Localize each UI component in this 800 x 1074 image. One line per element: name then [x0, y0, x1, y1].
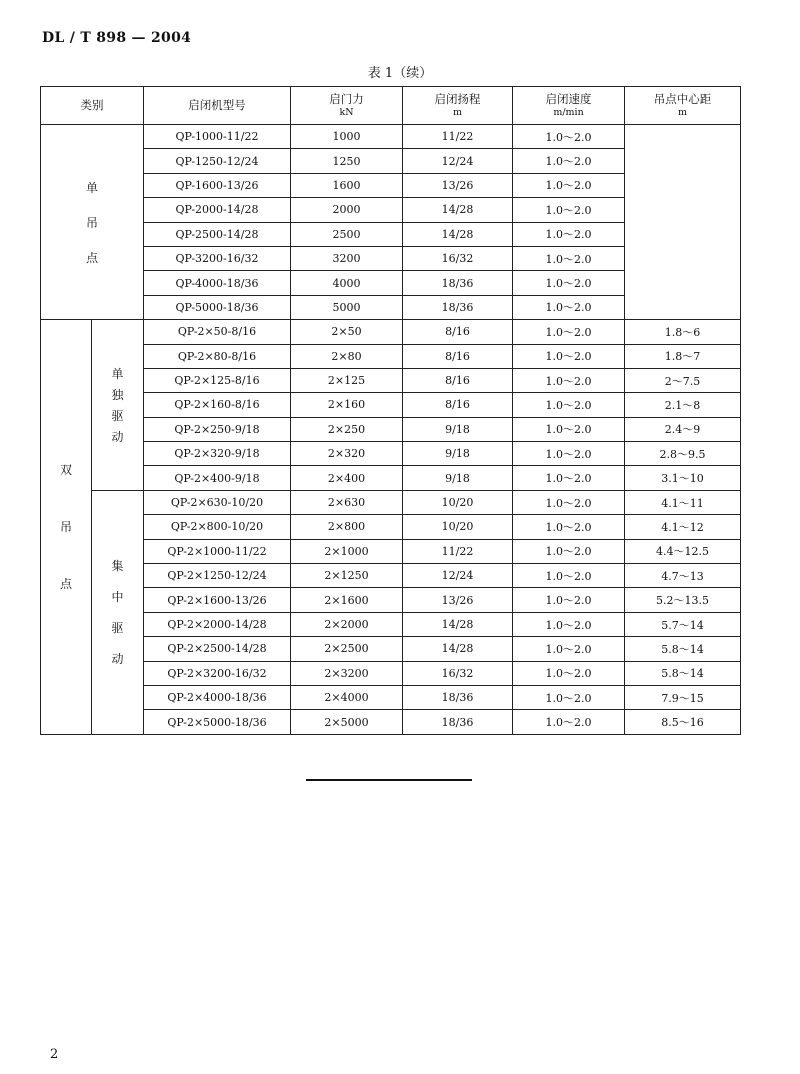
speed-cell: 1.0～2.0: [513, 125, 625, 149]
speed-cell: 1.0～2.0: [513, 344, 625, 368]
table-row: [41, 637, 741, 661]
table-row: [41, 685, 741, 709]
category-char: 驱: [111, 408, 124, 423]
lift-cell: 10/20: [403, 490, 513, 514]
model-cell: QP-2×5000-18/36: [144, 710, 291, 734]
center-cell: 3.1～10: [625, 466, 741, 490]
model-cell: QP-1000-11/22: [144, 125, 291, 149]
center-cell-empty: [625, 125, 741, 320]
force-cell: 2×3200: [291, 661, 403, 685]
table-row: [41, 515, 741, 539]
center-cell: 1.8～6: [625, 320, 741, 344]
document-code: DL / T 898 — 2004: [42, 30, 192, 46]
lift-cell: 16/32: [403, 246, 513, 270]
category-char: 动: [111, 429, 124, 444]
table-caption: 表 1（续）: [367, 66, 433, 81]
force-cell: 2×5000: [291, 710, 403, 734]
lift-cell: 14/28: [403, 222, 513, 246]
model-cell: QP-2×2500-14/28: [144, 637, 291, 661]
model-cell: QP-2×160-8/16: [144, 393, 291, 417]
speed-cell: 1.0～2.0: [513, 539, 625, 563]
speed-cell: 1.0～2.0: [513, 612, 625, 636]
model-cell: QP-2×250-9/18: [144, 417, 291, 441]
force-cell: 1000: [291, 125, 403, 149]
model-cell: QP-2×630-10/20: [144, 490, 291, 514]
model-cell: QP-2×1250-12/24: [144, 564, 291, 588]
lift-cell: 12/24: [403, 149, 513, 173]
force-cell: 2×250: [291, 417, 403, 441]
lift-cell: 11/22: [403, 539, 513, 563]
center-cell: 2.4～9: [625, 417, 741, 441]
lift-cell: 18/36: [403, 271, 513, 295]
center-cell: 4.7～13: [625, 564, 741, 588]
lift-cell: 16/32: [403, 661, 513, 685]
speed-cell: 1.0～2.0: [513, 222, 625, 246]
force-cell: 2×80: [291, 344, 403, 368]
model-cell: QP-2×80-8/16: [144, 344, 291, 368]
model-cell: QP-4000-18/36: [144, 271, 291, 295]
speed-cell: 1.0～2.0: [513, 368, 625, 392]
category-double-point: [41, 320, 92, 735]
lift-cell: 14/28: [403, 637, 513, 661]
speed-cell: 1.0～2.0: [513, 417, 625, 441]
center-cell: 5.8～14: [625, 637, 741, 661]
category-char: 吊: [59, 520, 72, 535]
center-cell: 8.5～16: [625, 710, 741, 734]
force-cell: 2×2500: [291, 637, 403, 661]
lift-cell: 14/28: [403, 612, 513, 636]
force-cell: 1250: [291, 149, 403, 173]
center-cell: 2.8～9.5: [625, 442, 741, 466]
header-center-unit: m: [677, 106, 687, 118]
category-char: 集: [111, 559, 124, 574]
category-char: 独: [111, 387, 124, 402]
hoist-spec-table: [40, 86, 741, 735]
model-cell: QP-2×50-8/16: [144, 320, 291, 344]
center-cell: 5.7～14: [625, 612, 741, 636]
center-cell: 7.9～15: [625, 685, 741, 709]
model-cell: QP-2×1600-13/26: [144, 588, 291, 612]
lift-cell: 9/18: [403, 417, 513, 441]
lift-cell: 11/22: [403, 125, 513, 149]
header-center: [625, 87, 741, 125]
force-cell: 2000: [291, 198, 403, 222]
header-model: 启闭机型号: [144, 87, 291, 125]
table-row: [41, 564, 741, 588]
lift-cell: 18/36: [403, 295, 513, 319]
table-row: [41, 393, 741, 417]
center-cell: 4.4～12.5: [625, 539, 741, 563]
category-char: 驱: [111, 621, 124, 636]
force-cell: 2×1250: [291, 564, 403, 588]
category-char: 单: [111, 366, 124, 381]
category-char: 双: [59, 463, 72, 478]
speed-cell: 1.0～2.0: [513, 564, 625, 588]
header-speed-unit: m/min: [553, 106, 584, 118]
force-cell: 2×1600: [291, 588, 403, 612]
force-cell: 2×800: [291, 515, 403, 539]
model-cell: QP-2500-14/28: [144, 222, 291, 246]
center-cell: 4.1～12: [625, 515, 741, 539]
speed-cell: 1.0～2.0: [513, 320, 625, 344]
speed-cell: 1.0～2.0: [513, 149, 625, 173]
model-cell: QP-3200-16/32: [144, 246, 291, 270]
category-char: 点: [59, 577, 72, 592]
table-row: [41, 344, 741, 368]
header-center-label: 吊点中心距: [653, 91, 712, 106]
speed-cell: 1.0～2.0: [513, 393, 625, 417]
table-row: [41, 442, 741, 466]
model-cell: QP-5000-18/36: [144, 295, 291, 319]
model-cell: QP-2×800-10/20: [144, 515, 291, 539]
model-cell: QP-2×400-9/18: [144, 466, 291, 490]
speed-cell: 1.0～2.0: [513, 637, 625, 661]
table-row: [41, 588, 741, 612]
center-cell: 2～7.5: [625, 368, 741, 392]
force-cell: 2×1000: [291, 539, 403, 563]
center-cell: 4.1～11: [625, 490, 741, 514]
speed-cell: 1.0～2.0: [513, 661, 625, 685]
header-lift-label: 启闭扬程: [434, 91, 481, 106]
table-row: [41, 661, 741, 685]
force-cell: 2×400: [291, 466, 403, 490]
model-cell: QP-2000-14/28: [144, 198, 291, 222]
force-cell: 2×160: [291, 393, 403, 417]
speed-cell: 1.0～2.0: [513, 271, 625, 295]
force-cell: 2×630: [291, 490, 403, 514]
force-cell: 5000: [291, 295, 403, 319]
table-row: [41, 710, 741, 734]
category-char: 单: [85, 180, 98, 195]
lift-cell: 8/16: [403, 368, 513, 392]
model-cell: QP-1250-12/24: [144, 149, 291, 173]
page-number: 2: [50, 1047, 59, 1062]
lift-cell: 18/36: [403, 710, 513, 734]
table-row: [41, 539, 741, 563]
speed-cell: 1.0～2.0: [513, 588, 625, 612]
speed-cell: 1.0～2.0: [513, 246, 625, 270]
model-cell: QP-2×4000-18/36: [144, 685, 291, 709]
category-single-point: [41, 125, 144, 320]
model-cell: QP-1600-13/26: [144, 173, 291, 197]
header-lift-unit: m: [452, 106, 462, 118]
lift-cell: 9/18: [403, 442, 513, 466]
force-cell: 4000: [291, 271, 403, 295]
table-row: [41, 417, 741, 441]
header-force: [291, 87, 403, 125]
lift-cell: 12/24: [403, 564, 513, 588]
table-row: [41, 466, 741, 490]
force-cell: 2500: [291, 222, 403, 246]
header-speed: [513, 87, 625, 125]
lift-cell: 13/26: [403, 588, 513, 612]
force-cell: 2×50: [291, 320, 403, 344]
header-lift: [403, 87, 513, 125]
model-cell: QP-2×320-9/18: [144, 442, 291, 466]
category-centralized-drive: [92, 490, 144, 734]
lift-cell: 10/20: [403, 515, 513, 539]
force-cell: 1600: [291, 173, 403, 197]
speed-cell: 1.0～2.0: [513, 490, 625, 514]
end-of-document-rule: [306, 779, 472, 781]
table-row: [41, 320, 741, 344]
category-char: 吊: [85, 215, 98, 230]
center-cell: 5.2～13.5: [625, 588, 741, 612]
lift-cell: 8/16: [403, 344, 513, 368]
header-speed-label: 启闭速度: [545, 91, 592, 106]
center-cell: 5.8～14: [625, 661, 741, 685]
table-row: [41, 490, 741, 514]
table-header-row: [41, 87, 741, 125]
category-independent-drive: [92, 320, 144, 491]
header-category: 类别: [41, 87, 144, 125]
lift-cell: 9/18: [403, 466, 513, 490]
table-row: [41, 125, 741, 149]
speed-cell: 1.0～2.0: [513, 442, 625, 466]
speed-cell: 1.0～2.0: [513, 515, 625, 539]
force-cell: 2×4000: [291, 685, 403, 709]
speed-cell: 1.0～2.0: [513, 295, 625, 319]
model-cell: QP-2×125-8/16: [144, 368, 291, 392]
category-char: 中: [111, 590, 124, 605]
force-cell: 3200: [291, 246, 403, 270]
force-cell: 2×320: [291, 442, 403, 466]
speed-cell: 1.0～2.0: [513, 685, 625, 709]
model-cell: QP-2×3200-16/32: [144, 661, 291, 685]
lift-cell: 13/26: [403, 173, 513, 197]
center-cell: 1.8～7: [625, 344, 741, 368]
center-cell: 2.1～8: [625, 393, 741, 417]
speed-cell: 1.0～2.0: [513, 710, 625, 734]
category-char: 动: [111, 652, 124, 667]
table-row: [41, 612, 741, 636]
header-force-unit: kN: [339, 106, 354, 118]
lift-cell: 18/36: [403, 685, 513, 709]
header-force-label: 启门力: [329, 91, 364, 106]
table-row: [41, 368, 741, 392]
speed-cell: 1.0～2.0: [513, 173, 625, 197]
force-cell: 2×125: [291, 368, 403, 392]
lift-cell: 14/28: [403, 198, 513, 222]
speed-cell: 1.0～2.0: [513, 198, 625, 222]
lift-cell: 8/16: [403, 393, 513, 417]
lift-cell: 8/16: [403, 320, 513, 344]
category-char: 点: [85, 250, 98, 265]
model-cell: QP-2×2000-14/28: [144, 612, 291, 636]
speed-cell: 1.0～2.0: [513, 466, 625, 490]
model-cell: QP-2×1000-11/22: [144, 539, 291, 563]
force-cell: 2×2000: [291, 612, 403, 636]
